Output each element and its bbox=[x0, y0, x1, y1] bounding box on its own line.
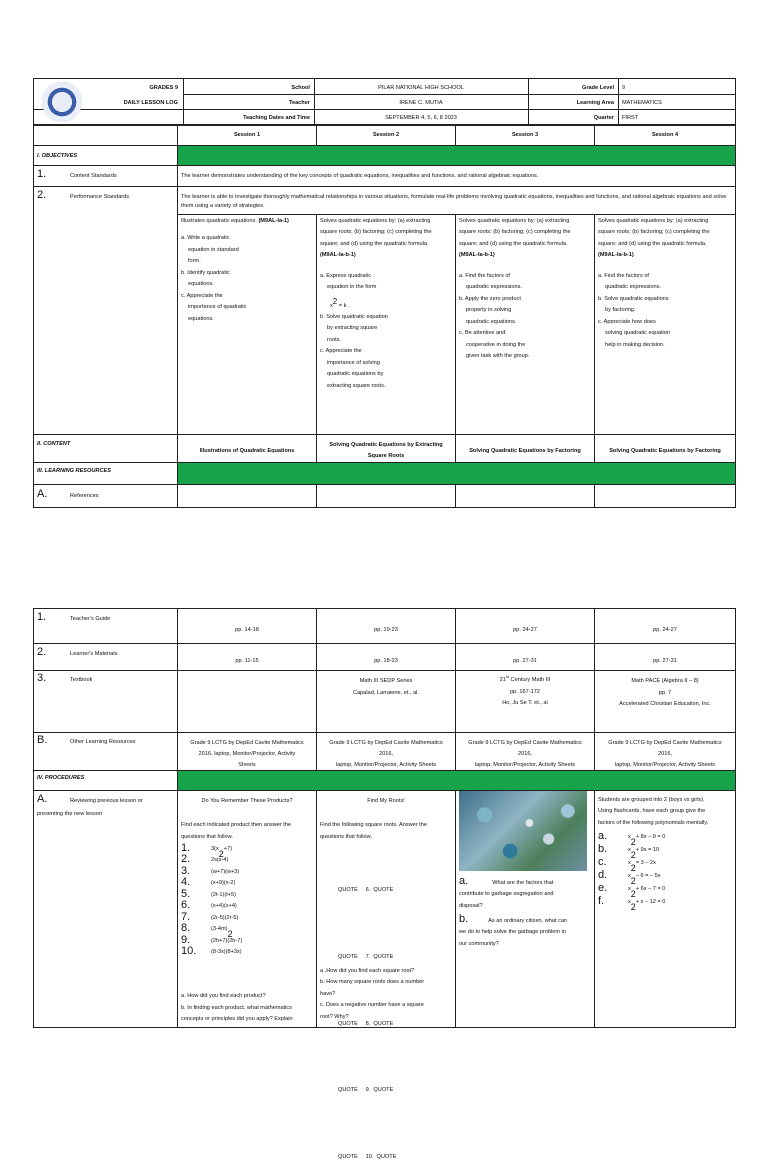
quote-item: QUOTE 6. QUOTE bbox=[338, 887, 394, 894]
content-standards-label: Content Standards bbox=[70, 173, 117, 179]
row-divider bbox=[33, 732, 736, 733]
objective-lead: square roots; (b) factoring; (c) completing the bbox=[320, 229, 432, 236]
objectives-green-band bbox=[178, 146, 735, 165]
col-divider bbox=[177, 608, 178, 1028]
item-expression: (2r-5)(2r-5) bbox=[211, 914, 239, 921]
question-line: our community? bbox=[459, 940, 499, 947]
objective-item: by factoring. bbox=[605, 307, 636, 314]
session-1-content: Illustrations of Quadratic Equations bbox=[199, 448, 295, 454]
item-expression: (2t-1)(t+5) bbox=[211, 891, 237, 898]
item-expression-rest: +7) bbox=[223, 845, 233, 852]
deped-seal-logo bbox=[42, 82, 82, 122]
objective-item: b. Identify quadratic bbox=[181, 269, 230, 276]
item-expression-rest: + x – 12 = 0 bbox=[635, 899, 666, 906]
teacher-value: IRENE C. MUTIA bbox=[399, 100, 443, 106]
question-line: b. How many square roots does a number bbox=[320, 979, 425, 986]
intro-line: questions that follow. bbox=[320, 833, 372, 840]
item-expression-rest: + 8x – 9 = 0 bbox=[635, 834, 666, 841]
textbook-publisher: Accelerated Christian Education, Inc. bbox=[619, 701, 711, 708]
objective-item: c. Appreciate how does bbox=[598, 318, 656, 325]
s4-polynomial-item: e. x 2 + 6x – 7 = 0 bbox=[598, 882, 666, 899]
resources-green-band bbox=[178, 463, 735, 484]
learners-materials-s4: pp. 27-31 bbox=[653, 658, 677, 664]
quarter-label: Quarter bbox=[593, 115, 614, 121]
item-number: e. bbox=[598, 882, 608, 894]
resource-line: Grade 9 LCTG by DepEd Cavite Mathematics bbox=[329, 740, 443, 746]
s4-polynomial-item: f. x 2 + x – 12 = 0 bbox=[598, 895, 666, 912]
item-expression: (3-4m) bbox=[211, 926, 228, 933]
learners-materials-s2: pp. 18-23 bbox=[374, 658, 398, 664]
s4-polynomial-item: a. x 2 + 8x – 9 = 0 bbox=[598, 830, 666, 847]
header-divider bbox=[183, 78, 184, 125]
references-label: References bbox=[70, 493, 99, 499]
s1-product-item bbox=[181, 911, 315, 923]
textbook-label: Textbook bbox=[70, 677, 93, 683]
performance-standards-number: 2. bbox=[37, 189, 47, 201]
session-3-header: Session 3 bbox=[511, 132, 539, 138]
objective-lead: Solves quadratic equations by: (a) extracting bbox=[320, 218, 431, 224]
header-divider bbox=[314, 78, 315, 125]
textbook-pages: pp. 167-172 bbox=[510, 688, 540, 695]
teachers-guide-number: 1. bbox=[37, 611, 47, 623]
item-expression: 3(x bbox=[211, 845, 219, 852]
item-number: d. bbox=[598, 869, 608, 881]
item-expression-rest: + 9x = 10 bbox=[635, 847, 660, 854]
item-expression: x bbox=[628, 834, 631, 841]
question-line: b. In finding each product, what mathematics bbox=[181, 1004, 293, 1011]
objective-item: quadratic equations by bbox=[327, 371, 384, 378]
item-expression: (x+9)(x-2) bbox=[211, 880, 236, 887]
objective-item: quadratic expressions. bbox=[605, 284, 661, 291]
learners-materials-s1: pp. 11-15 bbox=[235, 658, 259, 664]
textbook-s2 bbox=[317, 676, 455, 699]
row-divider bbox=[33, 186, 736, 187]
question-line: root? Why? bbox=[320, 1013, 349, 1020]
objective-item: cooperative in doing the bbox=[466, 341, 526, 348]
content-heading: II. CONTENT bbox=[37, 441, 71, 447]
question-line: disposal? bbox=[459, 902, 483, 909]
learning-area-label: Learning Area bbox=[576, 100, 614, 106]
question-line: As an ordinary citizen, what can bbox=[488, 918, 568, 924]
item-expression: (x+4)(x+4) bbox=[211, 903, 237, 910]
objective-lead: square; and (d) using the quadratic formula. bbox=[459, 240, 568, 247]
resources-heading: III. LEARNING RESOURCES bbox=[37, 468, 111, 474]
formula-var: x bbox=[330, 302, 333, 309]
question-line: have? bbox=[320, 990, 336, 997]
item-number: f. bbox=[598, 895, 605, 907]
session-1-header: Session 1 bbox=[233, 132, 261, 138]
objective-item: a. Find the factors of bbox=[598, 272, 649, 279]
textbook-title: Math PACE (Algebra II – 8) bbox=[631, 678, 699, 684]
item-number: 7. bbox=[181, 910, 191, 923]
learners-materials-number: 2. bbox=[37, 646, 47, 658]
school-label: School bbox=[291, 85, 310, 91]
objective-item: roots. bbox=[327, 336, 341, 343]
objective-item: quadratic expressions. bbox=[466, 284, 522, 291]
session-3-content: Solving Quadratic Equations by Factoring bbox=[469, 448, 581, 454]
objective-item: extracting square roots. bbox=[327, 382, 386, 389]
objective-item: c. Appreciate the bbox=[320, 348, 362, 355]
other-resources-label: Other Learning Resources bbox=[70, 739, 136, 745]
objective-item: importance of solving bbox=[327, 359, 380, 366]
teacher-label: Teacher bbox=[288, 100, 310, 106]
resource-line: laptop, Monitor/Projector, Activity Sheets bbox=[614, 762, 716, 769]
review-label-2: presenting the new lesson bbox=[37, 811, 102, 817]
objective-item: by extracting square bbox=[327, 325, 378, 332]
question-line: c. Does a negative number have a square bbox=[320, 1002, 424, 1009]
item-expression: x bbox=[628, 847, 631, 854]
objective-item: equation in standard bbox=[188, 246, 239, 253]
item-number: 3. bbox=[181, 864, 191, 877]
learners-materials-label: Learner's Materials bbox=[70, 651, 118, 657]
intro-line: questions that follow. bbox=[181, 833, 233, 840]
competency-code: (M9AL-Ia-1) bbox=[258, 218, 289, 224]
item-expression: 2s(s-4) bbox=[211, 857, 229, 864]
item-expression-rest: – 6 = – 5x bbox=[635, 873, 661, 880]
resource-line: Grade 9 LCTG by DepEd Cavite Mathematics bbox=[190, 740, 304, 746]
question-line: What are the factors that bbox=[492, 880, 554, 886]
s1-product-item: 8. (3-4m) 2 bbox=[181, 922, 233, 939]
question-letter: b. bbox=[459, 913, 469, 925]
item-expression: x bbox=[628, 860, 631, 867]
item-number: 2. bbox=[181, 853, 191, 865]
grade-level-label: Grade Level bbox=[581, 85, 614, 91]
s4-polynomial-list bbox=[598, 829, 734, 912]
s1-product-item bbox=[181, 877, 315, 889]
item-expression-rest: + 6x – 7 = 0 bbox=[635, 886, 666, 893]
objective-item: form. bbox=[188, 258, 201, 265]
item-expression: x bbox=[628, 899, 631, 906]
objective-formula bbox=[320, 294, 452, 312]
textbook-title-part: 21 bbox=[499, 676, 506, 683]
item-expression: x bbox=[628, 873, 631, 880]
resource-line: 2016, bbox=[658, 751, 672, 758]
s3-question-b bbox=[459, 914, 593, 950]
col-divider bbox=[594, 608, 595, 1028]
textbook-pages: pp. 7 bbox=[658, 689, 672, 696]
s1-product-item bbox=[181, 946, 315, 958]
s1-product-item bbox=[181, 865, 315, 877]
performance-standards-text: The learner is able to investigate thoroughly mathematical relationships in various situations, formulate real-life problems involving quadratic equations, inequalities and functions, and rational algebraic equations and solve them using a variety of strategies. bbox=[181, 194, 727, 209]
other-resources-s4 bbox=[595, 738, 735, 772]
intro-line: Using flashcards, have each group give the bbox=[598, 808, 706, 815]
row-divider bbox=[33, 790, 736, 791]
quote-item: QUOTE 8. QUOTE bbox=[338, 1020, 394, 1027]
row-divider bbox=[33, 670, 736, 671]
s2-activity-intro bbox=[320, 820, 454, 843]
objective-item: c. Be attentive and bbox=[459, 330, 506, 337]
header-divider bbox=[528, 78, 529, 125]
s1-product-item bbox=[181, 900, 315, 912]
objective-item: a. Write a quadratic bbox=[181, 235, 230, 242]
s4-polynomial-item: d. x 2 – 6 = – 5x bbox=[598, 869, 661, 886]
objective-lead: square roots; (b) factoring; (c) completing the bbox=[598, 229, 710, 236]
dates-value: SEPTEMBER 4, 5, 6, 8 2023 bbox=[385, 115, 457, 121]
objective-item: help in making decision. bbox=[605, 341, 665, 348]
s1-activity-intro bbox=[181, 820, 315, 843]
quote-item: QUOTE 7. QUOTE bbox=[338, 954, 394, 961]
s2-activity-title: Find My Roots! bbox=[367, 798, 405, 804]
resource-line: 2016, bbox=[379, 751, 393, 758]
item-number: 8. bbox=[181, 922, 191, 934]
objective-item: b. Solve quadratic equations bbox=[598, 295, 669, 302]
intro-line: Students are grouped into 2 (boys vs girls). bbox=[598, 797, 705, 803]
objective-item: solving quadratic equation bbox=[605, 330, 670, 337]
procedures-green-band bbox=[178, 771, 735, 790]
content-standards-text: The learner demonstrates understanding of the key concepts of quadratic equations, inequalities and functions, and rational algebraic equations. bbox=[181, 173, 539, 179]
s1-questions bbox=[181, 991, 315, 1026]
resource-line: 2016, laptop, Monitor/Projector, Activity bbox=[198, 751, 296, 758]
col-divider bbox=[316, 608, 317, 1028]
learners-materials-s3: pp. 27-31 bbox=[513, 658, 537, 664]
quarter-value: FIRST bbox=[622, 115, 639, 121]
teachers-guide-s4: pp. 24-27 bbox=[653, 627, 677, 633]
resource-line: 2016, bbox=[518, 751, 532, 758]
question-line: a. How did you find each product? bbox=[181, 993, 266, 999]
intro-line: Find each indicated product then answer the bbox=[181, 822, 292, 828]
textbook-title bbox=[456, 673, 594, 687]
other-resources-s3 bbox=[456, 738, 594, 772]
objective-item: importance of quadratic bbox=[188, 304, 247, 311]
objective-lead: Solves quadratic equations by: (a) extracting bbox=[459, 218, 570, 224]
textbook-authors: Ho, Ju Se T. et., al bbox=[502, 700, 548, 707]
item-expression: (8-3x)(8+3x) bbox=[211, 949, 242, 956]
objectives-heading: I. OBJECTIVES bbox=[37, 153, 78, 159]
textbook-number: 3. bbox=[37, 672, 47, 684]
teachers-guide-s1: pp. 14-18 bbox=[235, 627, 259, 633]
session-2-content: Solving Quadratic Equations by Extracting Square Roots bbox=[329, 442, 443, 459]
other-resources-letter: B. bbox=[37, 734, 48, 746]
header-divider bbox=[618, 78, 619, 125]
log-title: DAILY LESSON LOG bbox=[123, 100, 178, 106]
teachers-guide-s2: pp. 19-23 bbox=[374, 627, 398, 633]
col-divider bbox=[455, 608, 456, 1028]
resource-line: laptop, Monitor/Projector, Activity Sheets bbox=[335, 762, 437, 769]
resource-line: Grade 9 LCTG by DepEd Cavite Mathematics bbox=[468, 740, 582, 746]
session-4-content: Solving Quadratic Equations by Factoring bbox=[609, 448, 721, 454]
question-line: a .How did you find each square root? bbox=[320, 968, 415, 974]
objective-item: a. Find the factors of bbox=[459, 272, 510, 279]
formula-rest: = k . bbox=[337, 302, 350, 309]
textbook-authors: Capalad, Larraiene, et., al. bbox=[353, 689, 419, 696]
question-line: contribute to garbage segregation and bbox=[459, 891, 554, 898]
item-expression-rest: = 3 – 2x bbox=[635, 860, 656, 867]
textbook-title-part: Century Math III bbox=[509, 676, 551, 683]
item-number: 5. bbox=[181, 887, 191, 900]
session-4-objectives bbox=[595, 214, 735, 353]
item-number: 1. bbox=[181, 841, 191, 854]
session-3-objectives bbox=[456, 214, 594, 364]
question-letter: a. bbox=[459, 875, 469, 887]
grade-level-value: 9 bbox=[622, 85, 626, 91]
s1-product-item: 1. 3(x 2 +7) bbox=[181, 841, 233, 859]
textbook-s3 bbox=[456, 673, 594, 710]
intro-line: Find the following square roots. Answer the bbox=[320, 822, 427, 828]
objective-item: a. Express quadratic bbox=[320, 272, 371, 279]
item-number: c. bbox=[598, 856, 607, 868]
objective-item: b. Solve quadratic equation bbox=[320, 314, 388, 321]
item-number: a. bbox=[598, 830, 608, 842]
teachers-guide-label: Teacher's Guide bbox=[70, 616, 111, 622]
s1-product-list bbox=[181, 842, 315, 957]
item-number: 4. bbox=[181, 876, 191, 888]
s4-polynomial-item: c. x 2 = 3 – 2x bbox=[598, 856, 656, 873]
objective-item: property in solving bbox=[466, 307, 512, 314]
competency-code: (M9AL-Ia-b-1) bbox=[320, 252, 356, 259]
row-divider bbox=[33, 643, 736, 644]
review-letter: A. bbox=[37, 793, 48, 805]
objective-item: equation in the form bbox=[327, 284, 377, 291]
other-resources-s2 bbox=[317, 738, 455, 772]
objective-item: equations. bbox=[188, 281, 214, 288]
s1-activity-title: Do You Remember These Products? bbox=[201, 798, 293, 804]
s2-questions bbox=[320, 966, 454, 1023]
resource-line: Grade 9 LCTG by DepEd Cavite Mathematics bbox=[608, 740, 722, 746]
dates-label: Teaching Dates and Time bbox=[243, 115, 310, 121]
objective-lead: Illustrates quadratic equations. bbox=[181, 218, 259, 224]
references-letter: A. bbox=[37, 488, 48, 500]
session-2-header: Session 2 bbox=[372, 132, 400, 138]
review-label-1: Reviewing previous lesson or bbox=[70, 798, 143, 804]
garbage-pollution-photo bbox=[459, 791, 587, 871]
objective-lead: square roots; (b) factoring; (c) completing the bbox=[459, 229, 571, 236]
s1-product-item bbox=[181, 854, 315, 866]
item-number: 6. bbox=[181, 899, 191, 911]
item-expression: x bbox=[628, 886, 631, 893]
quote-item: QUOTE 10. QUOTE bbox=[338, 1154, 397, 1161]
performance-standards-label: Performance Standards bbox=[70, 194, 130, 200]
header-divider bbox=[183, 94, 736, 95]
s1-product-item bbox=[181, 888, 315, 900]
s3-question-a bbox=[459, 876, 593, 912]
competency-code: (M9AL-Ia-b-1) bbox=[459, 252, 495, 259]
textbook-title-suffix: st bbox=[505, 674, 509, 679]
objective-item: b. Apply the zero product bbox=[459, 295, 521, 302]
objective-item: c. Appreciate the bbox=[181, 292, 223, 299]
intro-line: factors of the following polynomials mentally. bbox=[598, 819, 709, 826]
s4-polynomial-item: b. x 2 + 9x = 10 bbox=[598, 843, 660, 860]
procedures-heading: IV. PROCEDURES bbox=[37, 775, 85, 781]
item-number: 9. bbox=[181, 933, 191, 946]
grades-label: GRADES 9 bbox=[149, 85, 178, 91]
header-divider bbox=[33, 109, 736, 110]
item-number: b. bbox=[598, 843, 608, 855]
objective-item: equations. bbox=[188, 315, 214, 322]
session-1-objectives bbox=[178, 214, 316, 327]
item-expression: (2h+7)(2h-7) bbox=[211, 937, 243, 944]
teachers-guide-s3: pp. 24-27 bbox=[513, 627, 537, 633]
school-value: PILAR NATIONAL HIGH SCHOOL bbox=[378, 85, 464, 91]
row-divider bbox=[33, 484, 736, 485]
objective-lead: Solves quadratic equations by: (a) extracting bbox=[598, 218, 709, 224]
competency-code: (M9AL-Ia-b-1) bbox=[598, 252, 634, 259]
textbook-s4 bbox=[595, 676, 735, 711]
other-resources-s1 bbox=[178, 738, 316, 772]
s1-product-item bbox=[181, 934, 315, 946]
resource-line: Sheets bbox=[238, 762, 256, 769]
objective-lead: square; and (d) using the quadratic formula. bbox=[598, 240, 707, 247]
session-2-objectives bbox=[317, 214, 455, 394]
row-divider bbox=[33, 434, 736, 435]
item-expression: (w+7)(w+3) bbox=[211, 868, 240, 875]
resource-line: laptop, Monitor/Projector, Activity Sheets bbox=[474, 762, 576, 769]
objective-item: given task with the group. bbox=[466, 352, 530, 359]
learning-area-value: MATHEMATICS bbox=[622, 100, 662, 106]
question-line: concepts or principles did you apply? Explain bbox=[181, 1016, 293, 1023]
item-number: 10. bbox=[181, 945, 197, 957]
objective-lead: square; and (d) using the quadratic formula. bbox=[320, 240, 429, 247]
question-line: we do to help solve the garbage problem in bbox=[459, 929, 566, 936]
session-4-header: Session 4 bbox=[651, 132, 679, 138]
textbook-title: Math III SEDP Series bbox=[359, 678, 413, 684]
content-standards-number: 1. bbox=[37, 168, 47, 180]
s4-activity-intro bbox=[598, 795, 734, 829]
formula-exponent: 2 bbox=[332, 296, 338, 306]
row-divider bbox=[33, 165, 736, 166]
quote-item: QUOTE 9. QUOTE bbox=[338, 1087, 394, 1094]
objective-item: quadratic equations. bbox=[466, 318, 517, 325]
